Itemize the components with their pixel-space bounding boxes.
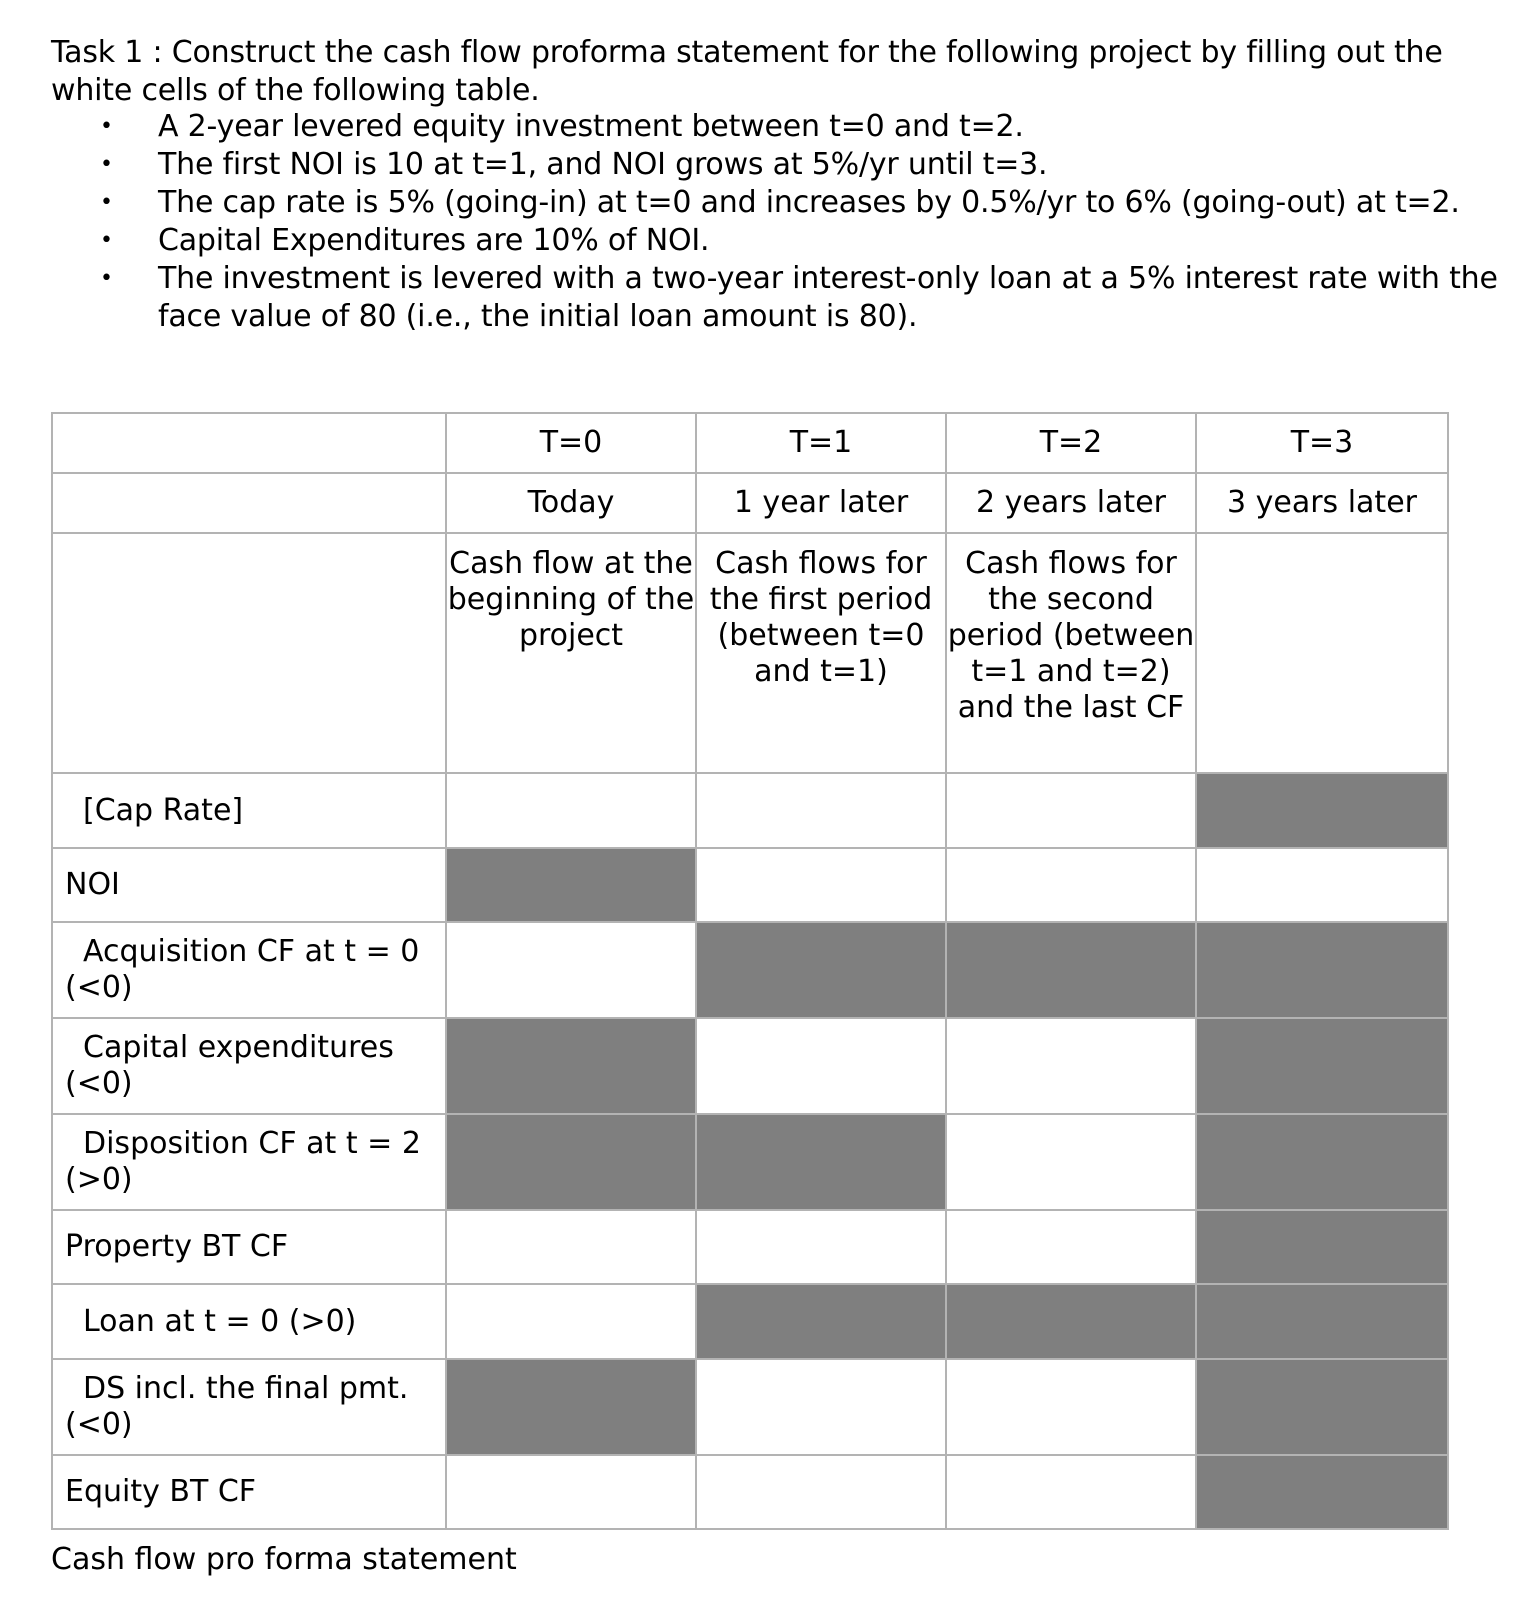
- row-cap-rate: [52, 773, 1448, 848]
- shaded-cell: [946, 1284, 1196, 1359]
- timing-header-row: [52, 473, 1448, 533]
- description-t3: [1196, 533, 1448, 773]
- period-header-t1: T=1: [696, 413, 946, 473]
- shaded-cell: [1196, 1018, 1448, 1114]
- row-label: Disposition CF at t = 2 (>0): [52, 1114, 446, 1210]
- row-acquisition-cf: [52, 922, 1448, 1018]
- shaded-cell: [696, 1284, 946, 1359]
- header-corner-cell: [52, 413, 446, 473]
- shaded-cell: [446, 848, 696, 922]
- bullet-text: A 2-year levered equity investment between t=0 and t=2.: [158, 109, 1024, 144]
- period-header-row: [52, 413, 1448, 473]
- input-cell[interactable]: [696, 848, 946, 922]
- bullet-text: Capital Expenditures are 10% of NOI.: [158, 223, 710, 258]
- timing-header-t3: 3 years later: [1196, 473, 1448, 533]
- timing-header-t2: 2 years later: [946, 473, 1196, 533]
- header-corner-cell: [52, 533, 446, 773]
- row-capital-expenditures: [52, 1018, 1448, 1114]
- input-cell[interactable]: [696, 773, 946, 848]
- shaded-cell: [446, 1359, 696, 1455]
- input-cell[interactable]: [946, 1018, 1196, 1114]
- bullet-dot: •: [100, 266, 113, 291]
- shaded-cell: [446, 1114, 696, 1210]
- input-cell[interactable]: [446, 773, 696, 848]
- row-label: Loan at t = 0 (>0): [52, 1284, 446, 1359]
- description-t1: Cash flows for the first period (between t=0 and t=1): [696, 533, 946, 773]
- timing-header-t1: 1 year later: [696, 473, 946, 533]
- input-cell[interactable]: [446, 1455, 696, 1529]
- bullet-dot: •: [100, 114, 113, 139]
- header-corner-cell: [52, 473, 446, 533]
- row-loan: [52, 1284, 1448, 1359]
- input-cell[interactable]: [1196, 848, 1448, 922]
- bullet-dot: •: [100, 152, 113, 177]
- table-caption: Cash flow pro forma statement: [51, 1542, 517, 1577]
- input-cell[interactable]: [696, 1018, 946, 1114]
- description-t2: Cash flows for the second period (between t=1 and t=2) and the last CF: [946, 533, 1196, 773]
- list-item: [0, 108, 1538, 146]
- shaded-cell: [946, 922, 1196, 1018]
- input-cell[interactable]: [946, 1359, 1196, 1455]
- requirements-list: [0, 108, 1538, 336]
- row-label: [Cap Rate]: [52, 773, 446, 848]
- input-cell[interactable]: [946, 773, 1196, 848]
- bullet-dot: •: [100, 190, 113, 215]
- list-item: [0, 184, 1538, 222]
- input-cell[interactable]: [696, 1210, 946, 1284]
- shaded-cell: [696, 1114, 946, 1210]
- row-label: NOI: [52, 848, 446, 922]
- shaded-cell: [1196, 1284, 1448, 1359]
- row-disposition-cf: [52, 1114, 1448, 1210]
- input-cell[interactable]: [696, 1455, 946, 1529]
- description-row: [52, 533, 1448, 773]
- bullet-dot: •: [100, 228, 113, 253]
- list-item: [0, 260, 1538, 336]
- shaded-cell: [1196, 922, 1448, 1018]
- description-t0: Cash flow at the beginning of the project: [446, 533, 696, 773]
- shaded-cell: [1196, 773, 1448, 848]
- row-property-bt-cf: [52, 1210, 1448, 1284]
- list-item: [0, 222, 1538, 260]
- shaded-cell: [1196, 1455, 1448, 1529]
- row-label: Property BT CF: [52, 1210, 446, 1284]
- row-label: DS incl. the final pmt. (<0): [52, 1359, 446, 1455]
- row-noi: [52, 848, 1448, 922]
- input-cell[interactable]: [946, 1114, 1196, 1210]
- input-cell[interactable]: [946, 848, 1196, 922]
- shaded-cell: [696, 922, 946, 1018]
- row-equity-bt-cf: [52, 1455, 1448, 1529]
- list-item: [0, 146, 1538, 184]
- input-cell[interactable]: [946, 1455, 1196, 1529]
- period-header-t0: T=0: [446, 413, 696, 473]
- input-cell[interactable]: [696, 1359, 946, 1455]
- shaded-cell: [1196, 1210, 1448, 1284]
- bullet-text: The cap rate is 5% (going-in) at t=0 and increases by 0.5%/yr to 6% (going-out) at t=2.: [158, 185, 1460, 220]
- row-label: Acquisition CF at t = 0 (<0): [52, 922, 446, 1018]
- shaded-cell: [1196, 1359, 1448, 1455]
- row-label: Capital expenditures (<0): [52, 1018, 446, 1114]
- shaded-cell: [1196, 1114, 1448, 1210]
- bullet-text: The investment is levered with a two-year interest-only loan at a 5% interest rate with the face value of 80 (i.e., the initial loan amount is 80).: [158, 261, 1498, 334]
- input-cell[interactable]: [946, 1210, 1196, 1284]
- input-cell[interactable]: [446, 1284, 696, 1359]
- cash-flow-table: [51, 412, 1449, 1530]
- period-header-t2: T=2: [946, 413, 1196, 473]
- shaded-cell: [446, 1018, 696, 1114]
- period-header-t3: T=3: [1196, 413, 1448, 473]
- task-heading: Task 1 : Construct the cash flow proforma statement for the following project by filling out the white cells of the following table.: [51, 35, 1443, 108]
- bullet-text: The first NOI is 10 at t=1, and NOI grows at 5%/yr until t=3.: [158, 147, 1048, 182]
- timing-header-t0: Today: [446, 473, 696, 533]
- row-debt-service: [52, 1359, 1448, 1455]
- input-cell[interactable]: [446, 922, 696, 1018]
- row-label: Equity BT CF: [52, 1455, 446, 1529]
- input-cell[interactable]: [446, 1210, 696, 1284]
